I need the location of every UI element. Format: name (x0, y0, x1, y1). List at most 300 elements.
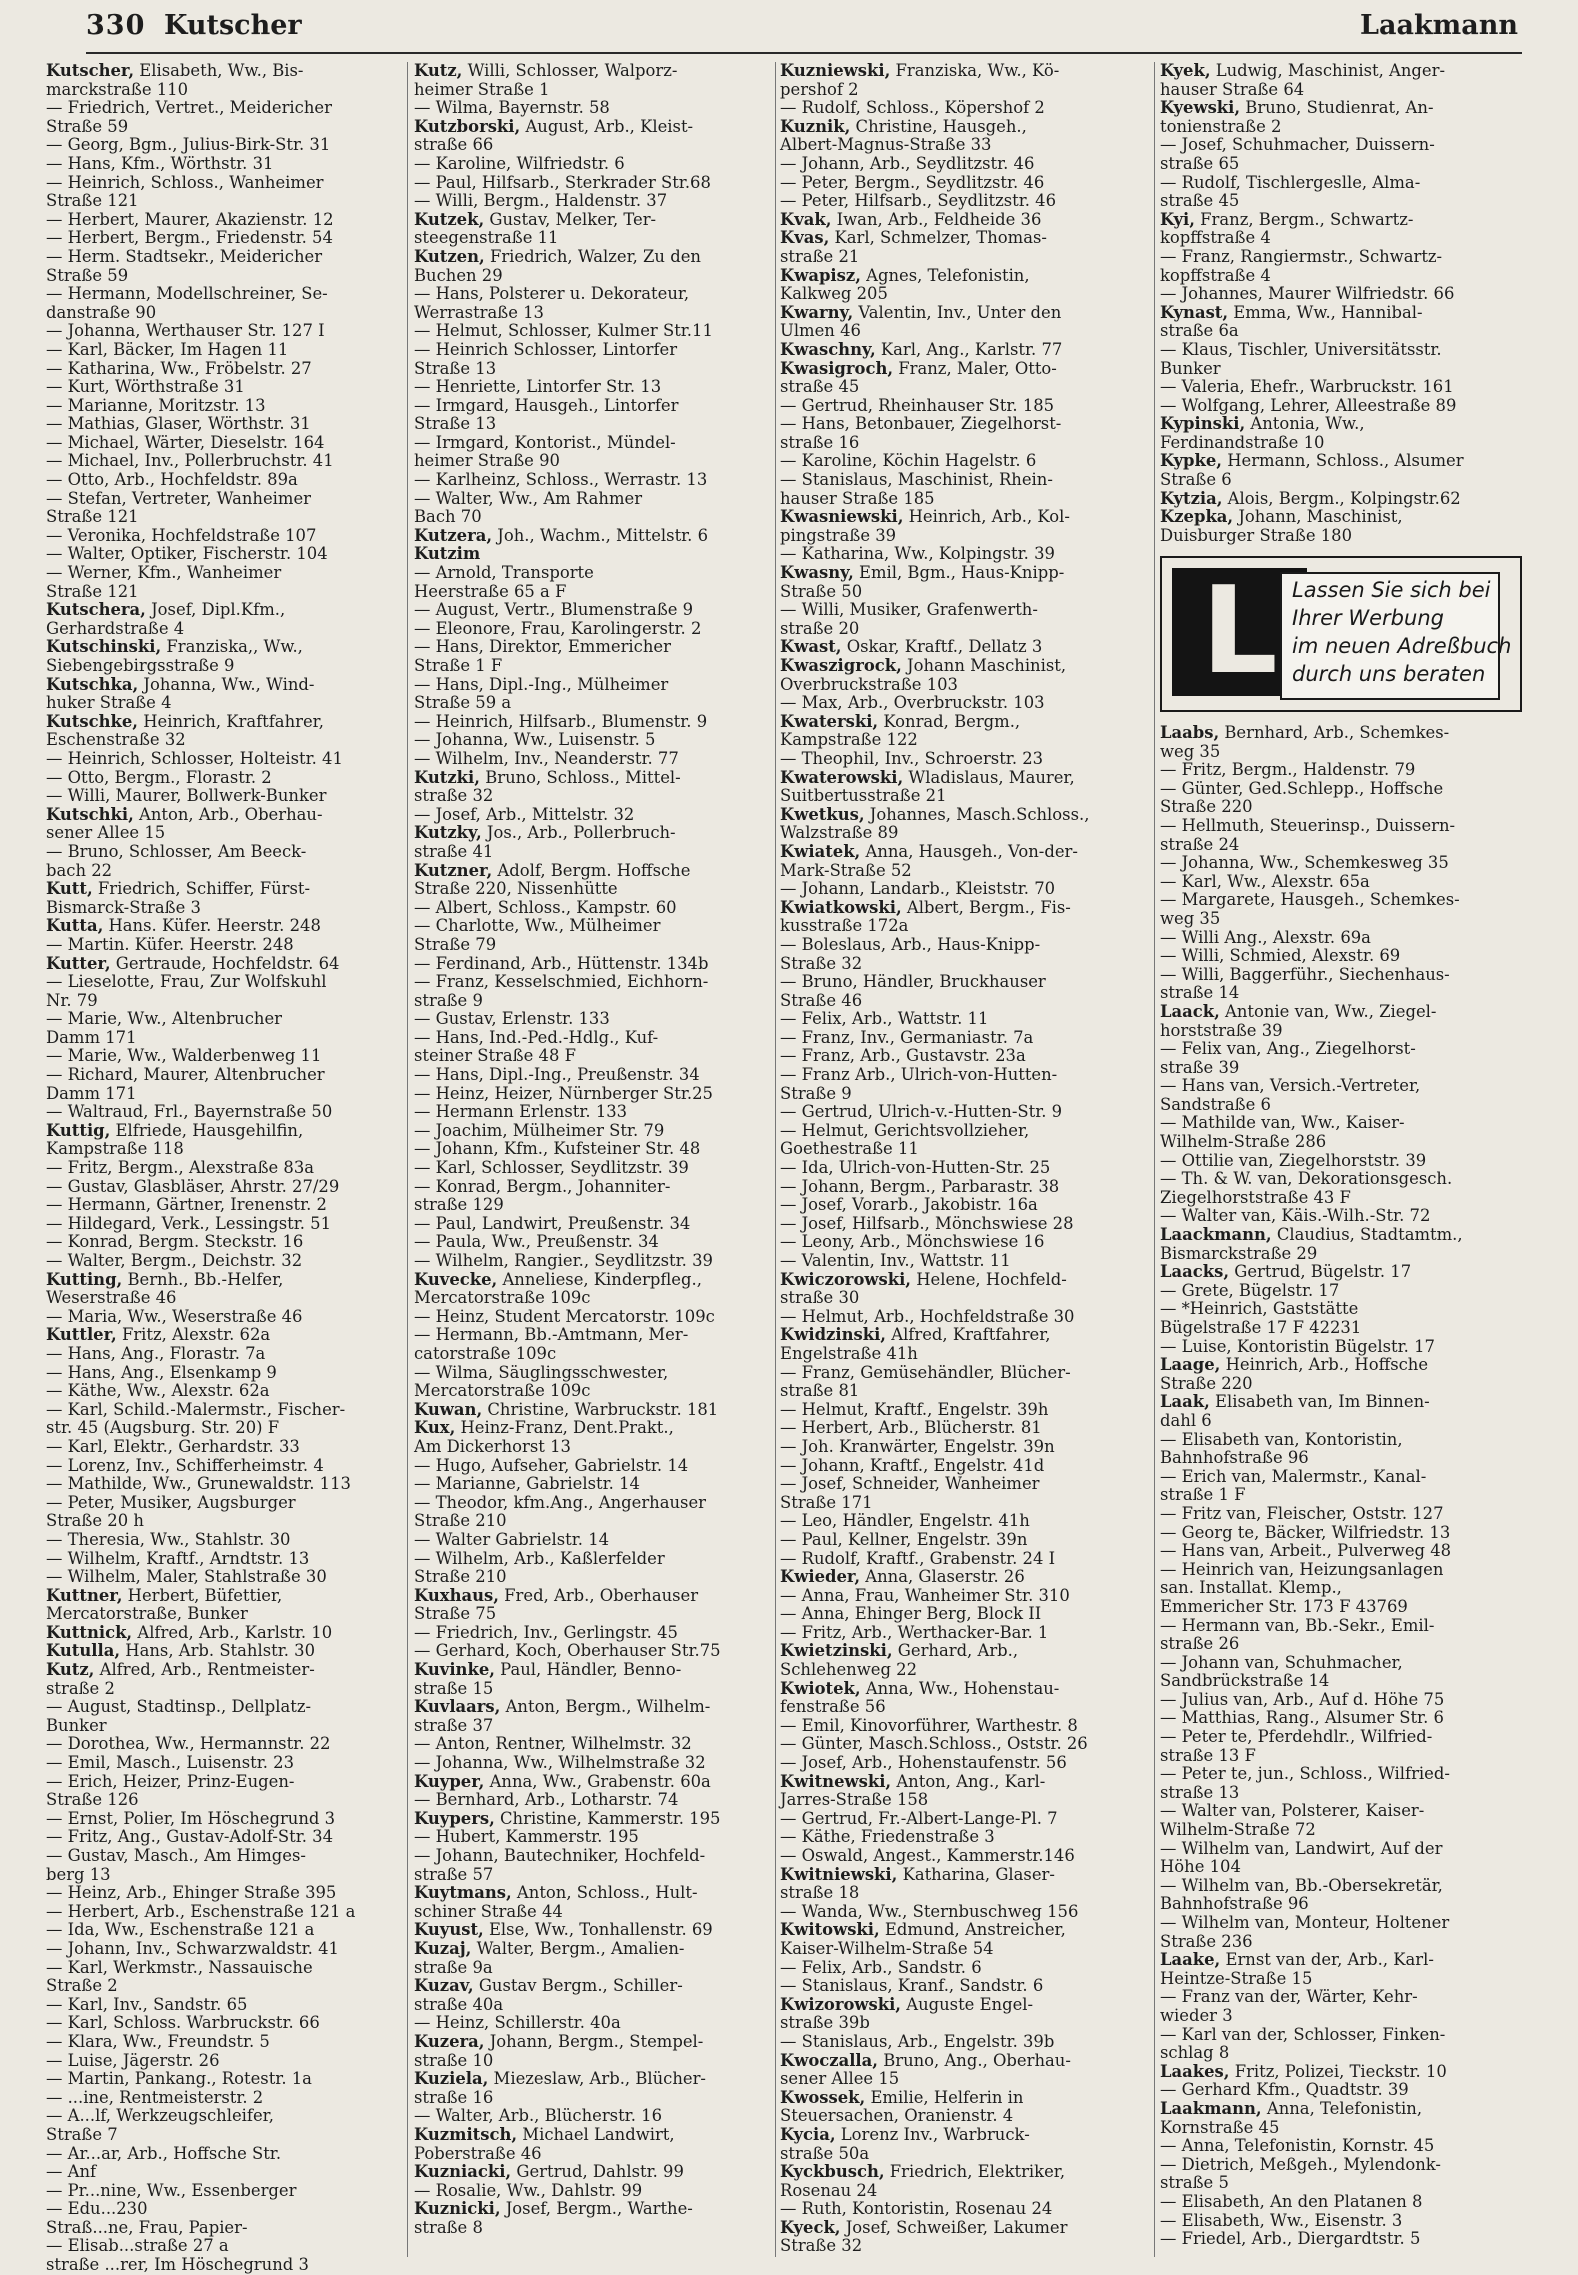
directory-entry-line (1160, 2156, 1522, 2175)
entry-text: — Fritz, Bergm., Haldenstr. 79 (1160, 760, 1416, 780)
directory-entry-line (46, 1475, 400, 1494)
directory-entry-line (1160, 891, 1522, 910)
directory-entry-line (46, 2182, 400, 2201)
entry-text: Mercatorstraße 109c (414, 1381, 591, 1401)
directory-entry-line (46, 1791, 400, 1810)
directory-entry-line (780, 1289, 1148, 1308)
entry-text: — Boleslaus, Arb., Haus-Knipp- (780, 934, 1041, 954)
directory-entry-line (414, 2107, 770, 2126)
surname: Kuttner, (46, 1585, 123, 1605)
entry-text: Claudius, Stadtamtm., (1271, 1225, 1463, 1245)
entry-text: Damm 171 (46, 1027, 137, 1047)
directory-entry-line (46, 731, 400, 750)
entry-text: — Fritz, Arb., Werthacker-Bar. 1 (780, 1622, 1049, 1642)
surname: Kvas, (780, 228, 830, 248)
entry-text: — Herbert, Arb., Blücherstr. 81 (780, 1418, 1042, 1438)
ad-line: Ihrer Werbung (1292, 606, 1444, 630)
ad-line: Lassen Sie sich bei (1292, 578, 1491, 602)
entry-text: Poberstraße 46 (414, 2143, 542, 2163)
entry-text: Emma, Ww., Hannibal- (1228, 302, 1423, 322)
entry-text: — Otto, Arb., Hochfeldstr. 89a (46, 470, 298, 490)
directory-entry-line (780, 545, 1148, 564)
entry-text: straße 16 (780, 432, 860, 452)
directory-entry-line (46, 1401, 400, 1420)
directory-entry-line (414, 1717, 770, 1736)
directory-entry-line (414, 1512, 770, 1531)
directory-entry-line (780, 1178, 1148, 1197)
directory-entry-line (46, 1364, 400, 1383)
entry-text: — Georg te, Bäcker, Wilfriedstr. 13 (1160, 1522, 1451, 1542)
entry-text: — Karl, Ww., Alexstr. 65a (1160, 871, 1370, 891)
entry-text: Ziegelhorststraße 43 F (1160, 1187, 1351, 1207)
directory-entry-line (1160, 1189, 1522, 1208)
entry-text: — Wilhelm van, Monteur, Holtener (1160, 1913, 1450, 1932)
entry-text: — Willi, Bergm., Haldenstr. 37 (414, 191, 668, 211)
entry-text: — Irmgard, Hausgeh., Lintorfer (414, 395, 679, 415)
entry-text: — Heinrich Schlosser, Lintorfer (414, 339, 678, 359)
entry-text: Fritz, Alexstr. 62a (116, 1325, 271, 1345)
entry-text: — Helmut, Kraftf., Engelstr. 39h (780, 1399, 1049, 1419)
entry-text: Anton, Schloss., Hult- (511, 1883, 698, 1903)
directory-entry-line (414, 1308, 770, 1327)
directory-entry-line (46, 211, 400, 230)
surname: Kwitnewski, (780, 1771, 892, 1791)
entry-text: straße 50a (780, 2143, 870, 2163)
directory-entry-line (46, 2070, 400, 2089)
directory-entry-line (46, 1029, 400, 1048)
entry-text: straße 1 F (1160, 1485, 1246, 1505)
surname: Kuznik, (780, 116, 851, 136)
surname: Laack, (1160, 1001, 1220, 1021)
directory-entry-line (46, 248, 400, 267)
entry-text: — Arnold, Transporte (414, 563, 594, 583)
entry-text: Konrad, Bergm., (878, 711, 1021, 731)
directory-entry-line (46, 1884, 400, 1903)
directory-entry-line (414, 880, 770, 899)
directory-entry-line (46, 1735, 400, 1754)
entry-text: — Henriette, Lintorfer Str. 13 (414, 377, 662, 397)
surname: Kutulla, (46, 1641, 121, 1661)
directory-entry-line (414, 787, 770, 806)
directory-entry-line (1160, 1542, 1522, 1561)
directory-entry-line (414, 1550, 770, 1569)
directory-entry-line (1160, 304, 1522, 323)
entry-text: — Marianne, Moritzstr. 13 (46, 395, 266, 415)
directory-entry-line (46, 1178, 400, 1197)
directory-entry-line (414, 973, 770, 992)
entry-text: straße 57 (414, 1864, 494, 1884)
directory-entry-line (46, 267, 400, 286)
directory-entry-line (780, 1345, 1148, 1364)
entry-text: — Johanna, Werthauser Str. 127 I (46, 321, 325, 341)
entry-text: — Julius van, Arb., Auf d. Höhe 75 (1160, 1689, 1445, 1709)
entry-text: Straße 75 (414, 1604, 497, 1624)
directory-entry-line (46, 1215, 400, 1234)
entry-text: — Luise, Kontoristin Bügelstr. 17 (1160, 1336, 1435, 1356)
entry-text: Mercatorstraße, Bunker (46, 1604, 248, 1624)
directory-entry-line (1160, 1895, 1522, 1914)
directory-entry-line (414, 2126, 770, 2145)
entry-text: Straße 236 (1160, 1931, 1253, 1951)
entry-text: straße 2 (46, 1678, 115, 1698)
directory-entry-line (780, 397, 1148, 416)
directory-entry-line (414, 824, 770, 843)
directory-entry-line (46, 434, 400, 453)
entry-text: straße 10 (414, 2050, 494, 2070)
directory-entry-line (414, 1828, 770, 1847)
directory-entry-line (780, 1029, 1148, 1048)
directory-entry-line (46, 713, 400, 732)
directory-entry-line (414, 992, 770, 1011)
entry-text: — Karl, Bäcker, Im Hagen 11 (46, 339, 289, 359)
entry-text: straße 6a (1160, 321, 1239, 341)
directory-entry-line (46, 824, 400, 843)
directory-entry-line (46, 955, 400, 974)
entry-text: — Kurt, Wörthstraße 31 (46, 377, 245, 397)
directory-entry-line (1160, 62, 1522, 81)
entry-text: tonienstraße 2 (1160, 116, 1282, 136)
directory-entry-line (1160, 1524, 1522, 1543)
directory-entry-line (780, 992, 1148, 1011)
directory-entry-line (780, 1438, 1148, 1457)
directory-entry-line (46, 508, 400, 527)
directory-entry-line (414, 1903, 770, 1922)
directory-entry-line (46, 2126, 400, 2145)
surname: Kutz, (414, 61, 463, 80)
directory-entry-line (46, 2014, 400, 2033)
directory-entry-line (46, 2089, 400, 2108)
directory-entry-line (1160, 1617, 1522, 1636)
directory-entry-line (780, 2237, 1148, 2256)
directory-entry-line (1160, 1431, 1522, 1450)
directory-entry-line (1160, 2193, 1522, 2212)
directory-entry-line (414, 1996, 770, 2015)
entry-text: straße 129 (414, 1195, 504, 1215)
directory-entry-line (1160, 2044, 1522, 2063)
directory-entry-line (1160, 2174, 1522, 2193)
directory-entry-line (414, 471, 770, 490)
directory-entry-line (414, 750, 770, 769)
surname: Kwast, (780, 637, 842, 657)
ad-line: im neuen Adreßbuch (1292, 634, 1512, 658)
directory-entry-line (1160, 724, 1522, 743)
entry-text: Straße 171 (780, 1492, 873, 1512)
directory-entry-line (1160, 1970, 1522, 1989)
entry-text: — Käthe, Ww., Alexstr. 62a (46, 1381, 270, 1401)
surname: Kutting, (46, 1269, 123, 1289)
directory-entry-line (780, 2089, 1148, 2108)
entry-text: Agnes, Telefonistin, (860, 265, 1030, 285)
entry-text: Bunker (1160, 358, 1221, 378)
surname: Kuyper, (414, 1771, 485, 1791)
entry-text: — Hans, Polsterer u. Dekorateur, (414, 284, 690, 304)
directory-entry-line (1160, 155, 1522, 174)
surname: Kutzborski, (414, 116, 521, 136)
directory-entry-line (780, 750, 1148, 769)
entry-text: Paul, Händler, Benno- (494, 1660, 682, 1680)
surname: Kwasniewski, (780, 507, 904, 527)
directory-entry-line (780, 676, 1148, 695)
directory-entry-line (46, 620, 400, 639)
entry-text: — Wilhelm, Kraftf., Arndtstr. 13 (46, 1548, 310, 1568)
entry-text: Heerstraße 65 a F (414, 581, 567, 601)
directory-entry-line (46, 2219, 400, 2238)
entry-text: — Margarete, Hausgeh., Schemkes- (1160, 890, 1460, 910)
directory-entry-line (46, 1196, 400, 1215)
entry-text: Friedrich, Schiffer, Fürst- (92, 879, 311, 899)
directory-entry-line (46, 1680, 400, 1699)
entry-text: — Karl, Schlosser, Seydlitzstr. 39 (414, 1158, 689, 1178)
entry-text: straße 30 (780, 1288, 860, 1308)
directory-entry-line (414, 1419, 770, 1438)
entry-text: Bernhard, Arb., Schemkes- (1219, 723, 1450, 742)
entry-text: — Hans, Ind.-Ped.-Hdlg., Kuf- (414, 1027, 659, 1047)
directory-entry-line (780, 1401, 1148, 1420)
entry-text: — Wanda, Ww., Sternbuschweg 156 (780, 1901, 1079, 1921)
directory-entry-line (1160, 1059, 1522, 1078)
surname: Kwasny, (780, 563, 854, 583)
entry-text: — Stanislaus, Maschinist, Rhein- (780, 470, 1053, 490)
directory-entry-line (414, 118, 770, 137)
directory-entry-line (414, 1605, 770, 1624)
surname: Kutzen, (414, 246, 485, 266)
entry-text: Anton, Bergm., Wilhelm- (500, 1697, 711, 1717)
entry-text: Kampstraße 118 (46, 1139, 184, 1159)
surname: Kuypers, (414, 1808, 495, 1828)
surname: Kuxhaus, (414, 1585, 499, 1605)
directory-entry-line (414, 601, 770, 620)
entry-text: Jos., Arb., Pollerbruch- (481, 823, 676, 843)
entry-text: Anneliese, Kinderpfleg., (497, 1269, 702, 1289)
entry-text: Straße 59 (46, 265, 129, 285)
entry-text: — Johann, Arb., Seydlitzstr. 46 (780, 153, 1035, 173)
entry-text: Christine, Kammerstr. 195 (494, 1808, 721, 1828)
entry-text: Fritz, Polizei, Tieckstr. 10 (1229, 2061, 1447, 2081)
directory-entry-line (46, 843, 400, 862)
entry-text: — Franz, Kesselschmied, Eichhorn- (414, 972, 709, 992)
entry-text: — Dietrich, Meßgeh., Mylendonk- (1160, 2154, 1441, 2174)
entry-text: — Herm. Stadtsekr., Meidericher (46, 246, 323, 266)
directory-entry-line (414, 285, 770, 304)
directory-entry-line (1160, 136, 1522, 155)
directory-entry-line (414, 917, 770, 936)
directory-entry-line (414, 1029, 770, 1048)
directory-entry-line (414, 1271, 770, 1290)
entry-text: Friedrich, Walzer, Zu den (484, 246, 701, 266)
directory-entry-line (414, 676, 770, 695)
directory-entry-line (414, 1847, 770, 1866)
directory-entry-line (780, 1605, 1148, 1624)
entry-text: Straße 121 (46, 507, 139, 527)
directory-entry-line (1160, 267, 1522, 286)
entry-text: — Franz, Arb., Gustavstr. 23a (780, 1046, 1026, 1066)
entry-text: straße 14 (1160, 983, 1240, 1003)
directory-entry-line (1160, 508, 1522, 527)
directory-entry-line (780, 192, 1148, 211)
directory-entry-line (780, 1866, 1148, 1885)
entry-text: Straße 46 (780, 990, 863, 1010)
directory-entry-line (46, 1921, 400, 1940)
entry-text: — A...lf, Werkzeugschleifer, (46, 2106, 274, 2126)
surname: Kwiczorowski, (780, 1269, 911, 1289)
directory-entry-line (1160, 1003, 1522, 1022)
entry-text: — Friedrich, Inv., Gerlingstr. 45 (414, 1622, 678, 1642)
directory-entry-line (780, 973, 1148, 992)
entry-text: Auguste Engel- (901, 1994, 1034, 2014)
directory-entry-line (780, 322, 1148, 341)
entry-text: — Hans van, Arbeit., Pulverweg 48 (1160, 1541, 1452, 1561)
entry-text: — Heinrich, Hilfsarb., Blumenstr. 9 (414, 711, 708, 731)
directory-entry-line (414, 1010, 770, 1029)
entry-text: — Wilhelm van, Bb.-Obersekretär, (1160, 1875, 1443, 1895)
entry-text: Johann, Bergm., Stempel- (484, 2031, 704, 2051)
directory-entry-line (780, 2033, 1148, 2052)
entry-text: — Paul, Landwirt, Preußenstr. 34 (414, 1213, 691, 1233)
directory-entry-line (46, 899, 400, 918)
directory-entry-line (414, 1122, 770, 1141)
entry-text: Emilie, Helferin in (865, 2087, 1024, 2107)
surname: Kwitowski, (780, 1920, 880, 1940)
directory-entry-line (1160, 1319, 1522, 1338)
entry-text: — Gustav, Masch., Am Himges- (46, 1846, 306, 1865)
directory-entry-line (414, 174, 770, 193)
entry-text: — Herbert, Bergm., Friedenstr. 54 (46, 228, 333, 248)
surname: Kutzim (414, 544, 481, 564)
ad-letter-logo: L (1172, 568, 1307, 696)
entry-text: Franziska,, Ww., (161, 637, 303, 657)
entry-text: — Martin, Pankang., Rotestr. 1a (46, 2069, 312, 2089)
surname: Kutz, (46, 1660, 95, 1680)
directory-entry-line (1160, 1114, 1522, 1133)
entry-text: — Hugo, Aufseher, Gabrielstr. 14 (414, 1455, 689, 1475)
directory-entry-line (414, 1977, 770, 1996)
directory-entry-line (414, 452, 770, 471)
directory-entry-line (46, 1419, 400, 1438)
entry-text: Wladislaus, Maurer, (903, 767, 1075, 787)
entry-text: — Paula, Ww., Preußenstr. 34 (414, 1232, 659, 1252)
entry-text: Straße 13 (414, 358, 497, 378)
entry-text: Gerhardstraße 4 (46, 618, 185, 638)
column-divider (407, 62, 408, 2257)
directory-entry-line (780, 378, 1148, 397)
directory-entry-line (414, 397, 770, 416)
entry-text: Steuersachen, Oranienstr. 4 (780, 2106, 1014, 2126)
surname: Kytzia, (1160, 488, 1223, 508)
entry-text: — Konrad, Bergm. Steckstr. 16 (46, 1232, 304, 1252)
entry-text: Straße 50 (780, 581, 863, 601)
directory-entry-line (414, 508, 770, 527)
directory-entry-line (780, 1364, 1148, 1383)
directory-entry-line (414, 1866, 770, 1885)
directory-entry-line (46, 2237, 400, 2256)
entry-text: Hans, Arb. Stahlstr. 30 (120, 1641, 316, 1661)
directory-entry-line (1160, 1747, 1522, 1766)
directory-entry-line (1160, 1728, 1522, 1747)
directory-entry-line (1160, 1133, 1522, 1152)
entry-text: Eschenstraße 32 (46, 730, 186, 750)
directory-entry-line (46, 880, 400, 899)
directory-entry-line (414, 1196, 770, 1215)
directory-entry-line (1160, 1709, 1522, 1728)
directory-entry-line (46, 1847, 400, 1866)
directory-entry-line (414, 2200, 770, 2219)
directory-entry-line (414, 1364, 770, 1383)
entry-text: — Karl, Werkmstr., Nassauische (46, 1957, 313, 1977)
entry-text: Jarres-Straße 158 (780, 1790, 929, 1810)
entry-text: Ulmen 46 (780, 321, 861, 341)
directory-entry-line (414, 1382, 770, 1401)
entry-text: dahl 6 (1160, 1410, 1212, 1430)
entry-text: Ludwig, Maschinist, Anger- (1210, 61, 1445, 80)
entry-text: — Charlotte, Ww., Mülheimer (414, 916, 661, 936)
surname: Laackmann, (1160, 1225, 1272, 1245)
directory-entry-line (780, 1996, 1148, 2015)
entry-text: Ernst van der, Arb., Karl- (1220, 1950, 1434, 1970)
entry-text: Bismarckstraße 29 (1160, 1243, 1318, 1263)
directory-entry-line (46, 1326, 400, 1345)
directory-entry-line (780, 415, 1148, 434)
directory-entry-line (414, 1680, 770, 1699)
surname: Kwietzinski, (780, 1641, 893, 1661)
directory-entry-line (414, 1066, 770, 1085)
directory-entry-line (780, 2219, 1148, 2238)
directory-entry-line (414, 1289, 770, 1308)
entry-text: — Ar...ar, Arb., Hoffsche Str. (46, 2143, 282, 2163)
entry-text: — Katharina, Ww., Kolpingstr. 39 (780, 544, 1055, 564)
directory-entry-line (780, 1884, 1148, 1903)
directory-entry-line (1160, 1170, 1522, 1189)
entry-text: Joh., Wachm., Mittelstr. 6 (492, 525, 709, 545)
surname: Kwiatkowski, (780, 897, 902, 917)
directory-entry-line (46, 862, 400, 881)
entry-text: — Wilhelm, Arb., Kaßlerfelder (414, 1548, 665, 1568)
entry-text: — *Heinrich, Gaststätte (1160, 1299, 1359, 1319)
directory-entry-line (46, 2033, 400, 2052)
entry-text: — Josef, Arb., Mittelstr. 32 (414, 804, 635, 824)
entry-text: — Walter van, Polsterer, Kaiser- (1160, 1801, 1425, 1821)
directory-entry-line (780, 936, 1148, 955)
directory-entry-line (780, 62, 1148, 81)
surname: Laacks, (1160, 1262, 1230, 1282)
entry-text: Oskar, Kraftf., Dellatz 3 (841, 637, 1043, 657)
entry-text: — Marie, Ww., Altenbrucher (46, 1009, 282, 1029)
directory-entry-line (780, 341, 1148, 360)
entry-text: — Friedrich, Vertret., Meidericher (46, 98, 332, 118)
directory-entry-line (414, 1754, 770, 1773)
directory-column-1 (46, 61, 400, 2275)
directory-entry-line (1160, 378, 1522, 397)
directory-entry-line (780, 1550, 1148, 1569)
entry-text: — Franz, Gemüsehändler, Blücher- (780, 1362, 1071, 1382)
entry-text: — Peter, Bergm., Seydlitzstr. 46 (780, 172, 1045, 192)
directory-entry-line (1160, 1951, 1522, 1970)
entry-text: — Katharina, Ww., Fröbelstr. 27 (46, 358, 312, 378)
directory-entry-line (780, 285, 1148, 304)
directory-entry-line (46, 62, 400, 81)
entry-text: straße 9 (414, 990, 483, 1010)
entry-text: — Emil, Kinovorführer, Warthestr. 8 (780, 1715, 1078, 1735)
directory-entry-line (1160, 1096, 1522, 1115)
directory-entry-line (414, 341, 770, 360)
entry-text: — Gerhard, Koch, Oberhauser Str.75 (414, 1641, 721, 1661)
directory-entry-line (46, 1047, 400, 1066)
entry-text: Christine, Hausgeh., (850, 116, 1027, 136)
entry-text: Walter, Bergm., Amalien- (471, 1938, 685, 1958)
surname: Kwaszigrock, (780, 656, 902, 675)
directory-entry-line (780, 787, 1148, 806)
entry-text: — Wilhelm van, Landwirt, Auf der (1160, 1838, 1443, 1858)
directory-entry-line (780, 1475, 1148, 1494)
